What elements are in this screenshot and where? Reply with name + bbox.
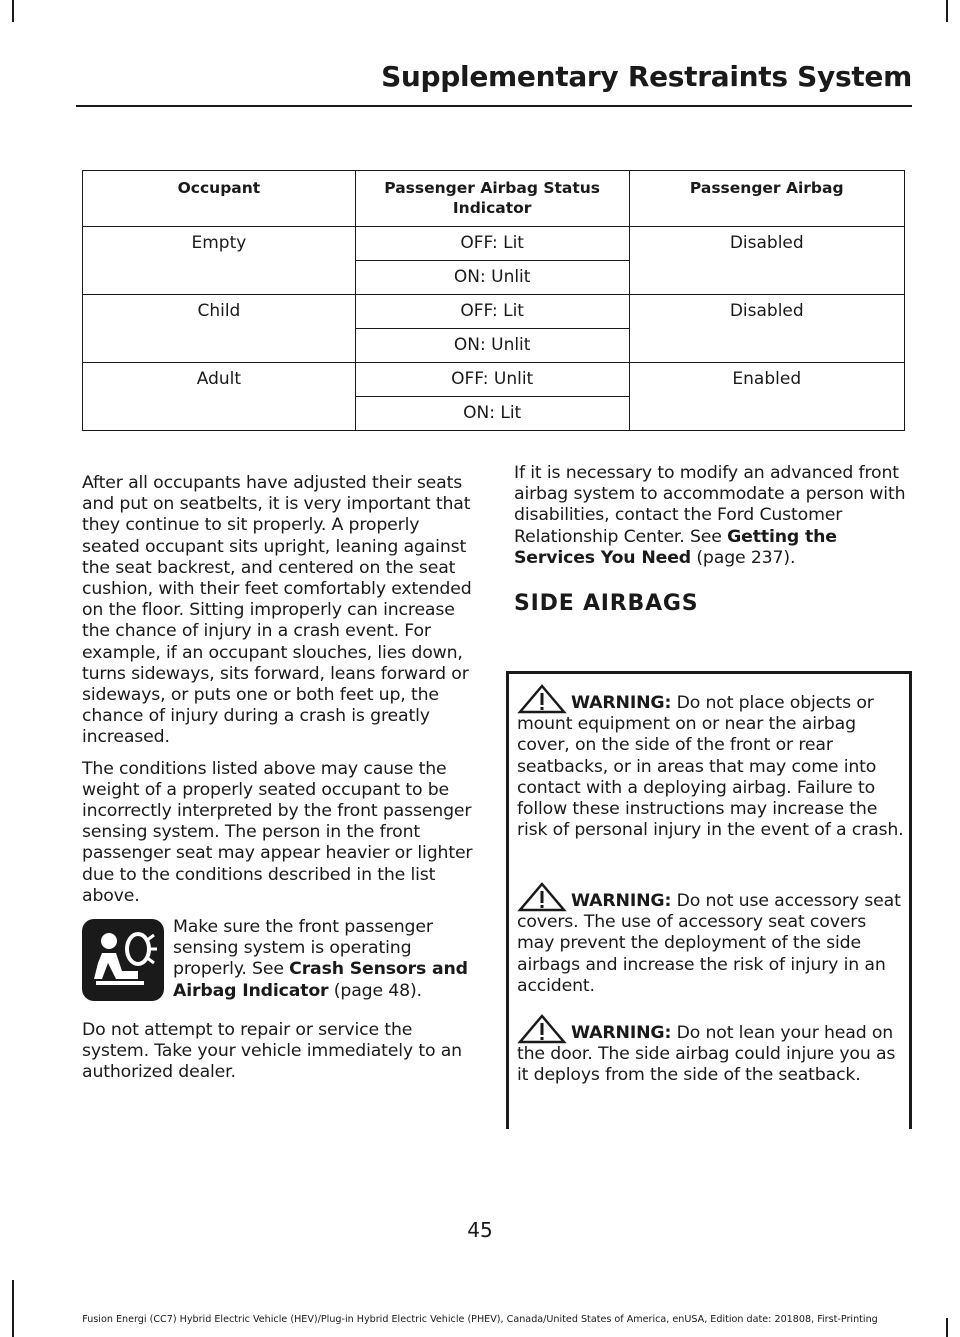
- section-heading: SIDE AIRBAGS: [514, 591, 699, 617]
- page-ref: (page 48).: [333, 980, 422, 1001]
- warning-text: Do not place objects or mount equipment on or near the airbag cover, on the side of the front or rear seatbacks, or in areas that may come into contact with a deploying airbag. Failure to follow these instructions may increase the risk of personal injury in the event of a crash.: [517, 693, 904, 841]
- table-row: [83, 295, 905, 329]
- table-row: [83, 363, 905, 397]
- status-cell: ON: Lit: [355, 397, 629, 431]
- occupant-cell: Adult: [83, 363, 356, 431]
- header-passenger-airbag: Passenger Airbag: [629, 171, 904, 227]
- body-paragraph: The conditions listed above may cause the weight of a properly seated occupant to be incorrectly interpreted by the front passenger sensing system. The person in the front passenger seat may appear heavier or lighter due to the conditions described in the list above.: [82, 758, 473, 906]
- crop-mark: [12, 0, 14, 22]
- title-rule: [76, 105, 912, 107]
- warning-label: WARNING:: [571, 891, 672, 911]
- status-cell: OFF: Unlit: [355, 363, 629, 397]
- airbag-cell: Disabled: [629, 227, 904, 295]
- table-row: [83, 227, 905, 261]
- body-paragraph: [514, 463, 906, 569]
- warning-item: [517, 1014, 907, 1087]
- airbag-cell: Disabled: [629, 295, 904, 363]
- services-link[interactable]: Getting the Services You Need: [514, 526, 837, 568]
- warning-label: WARNING:: [571, 1023, 672, 1043]
- crop-mark: [12, 1280, 14, 1337]
- warning-item: [517, 882, 907, 997]
- warning-triangle-icon: [517, 684, 567, 714]
- header-occupant: Occupant: [83, 171, 356, 227]
- page-title: Supplementary Restraints System: [381, 60, 912, 93]
- warning-text: Do not lean your head on the door. The side airbag could injure you as it deploys from the side of the seatback.: [517, 1023, 896, 1086]
- page-footer: Fusion Energi (CC7) Hybrid Electric Vehicle (HEV)/Plug-in Hybrid Electric Vehicle (PHEV), Canada/United States of America, enUSA, Edition date: 201808, First-Printing: [82, 1314, 878, 1325]
- status-cell: OFF: Lit: [355, 227, 629, 261]
- passenger-airbag-off-icon: [82, 919, 164, 1001]
- table-header-row: [83, 171, 905, 227]
- crop-mark: [946, 0, 948, 22]
- warning-triangle-icon: [517, 1014, 567, 1044]
- header-status-indicator: Passenger Airbag Status Indicator: [355, 171, 629, 227]
- airbag-status-table: [82, 170, 905, 431]
- sensor-check-paragraph: [82, 917, 476, 1002]
- body-paragraph: Do not attempt to repair or service the system. Take your vehicle immediately to an authorized dealer.: [82, 1019, 462, 1083]
- crash-sensors-link[interactable]: Crash Sensors and Airbag Indicator: [173, 959, 468, 1001]
- page-ref: (page 237).: [696, 547, 796, 568]
- warning-triangle-icon: [517, 882, 567, 912]
- occupant-cell: Child: [83, 295, 356, 363]
- body-paragraph: After all occupants have adjusted their seats and put on seatbelts, it is very important that they continue to sit properly. A properly seated occupant sits upright, leaning against the seat backrest, and centered on the seat cushion, with their feet comfortably extended on the floor. Sitting improperly can increase the chance of injury in a crash event. For example, if an occupant slouches, lies down, turns sideways, sits forward, leans forward or sideways, or puts one or both feet up, the chance of injury during a crash is greatly increased.: [82, 473, 472, 748]
- status-cell: ON: Unlit: [355, 329, 629, 363]
- page-number: 45: [467, 1218, 493, 1242]
- right-column: [514, 463, 906, 617]
- warning-box: [506, 671, 912, 1129]
- warning-text: Do not use accessory seat covers. The use of accessory seat covers may prevent the deployment of the side airbags and increase the risk of injury in an accident.: [517, 891, 901, 996]
- left-column: [82, 473, 476, 1093]
- occupant-cell: Empty: [83, 227, 356, 295]
- warning-item: [517, 684, 907, 841]
- warning-label: WARNING:: [571, 693, 672, 713]
- sensor-check-text: Make sure the front passenger sensing system is operating properly. See: [173, 917, 433, 980]
- airbag-cell: Enabled: [629, 363, 904, 431]
- status-cell: OFF: Lit: [355, 295, 629, 329]
- disabilities-text: If it is necessary to modify an advanced front airbag system to accommodate a person with disabilities, contact the Ford Customer Relationship Center. See: [514, 463, 906, 547]
- status-cell: ON: Unlit: [355, 261, 629, 295]
